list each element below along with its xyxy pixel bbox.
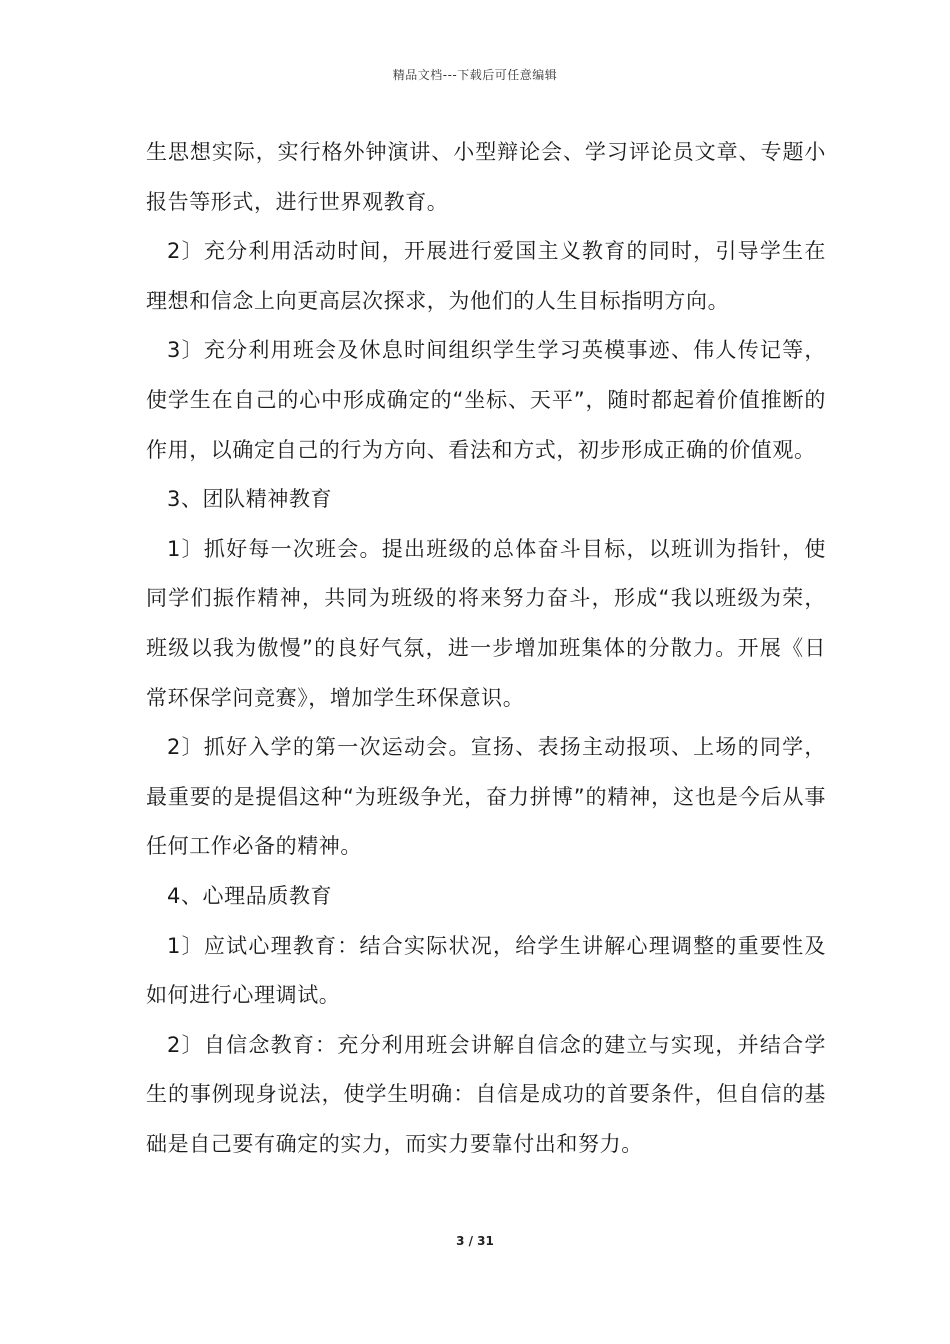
section-heading-team-spirit: 3、团队精神教育 [167, 487, 333, 512]
paragraph-3: 3〕充分利用班会及休息时间组织学生学习英模事迹、伟人传记等，使学生在自己的心中形成确定的“坐标、天平”，随时都起着价值推断的作用，以确定自己的行为方向、看法和方式，初步形成正确的价值观。 [146, 338, 826, 462]
paragraph-2: 2〕充分利用活动时间，开展进行爱国主义教育的同时，引导学生在理想和信念上向更高层次探求，为他们的人生目标指明方向。 [146, 239, 826, 313]
paragraph-6: 1〕应试心理教育：结合实际状况，给学生讲解心理调整的重要性及如何进行心理调试。 [146, 933, 826, 1008]
page-number: 3 / 31 [456, 1234, 494, 1248]
paragraph-7: 2〕自信念教育：充分利用班会讲解自信念的建立与实现，并结合学生的事例现身说法，使学生明确：自信是成功的首要条件，但自信的基础是自己要有确定的实力，而实力要靠付出和努力。 [146, 1032, 826, 1156]
body-text [146, 128, 826, 1169]
paragraph-4: 1〕抓好每一次班会。提出班级的总体奋斗目标，以班训为指针，使同学们振作精神，共同为班级的将来努力奋斗，形成“我以班级为荣，班级以我为傲慢”的良好气氛，进一步增加班集体的分散力。开展《日常环保学问竞赛》，增加学生环保意识。 [146, 536, 826, 710]
section-heading-psychology: 4、心理品质教育 [167, 883, 333, 908]
paragraph-1: 生思想实际，实行格外钟演讲、小型辩论会、学习评论员文章、专题小报告等形式，进行世界观教育。 [146, 140, 826, 214]
paragraph-5: 2〕抓好入学的第一次运动会。宣扬、表扬主动报项、上场的同学，最重要的是提倡这种“为班级争光，奋力拼博”的精神，这也是今后从事任何工作必备的精神。 [146, 735, 826, 859]
page-header: 精品文档---下载后可任意编辑 [392, 68, 558, 82]
